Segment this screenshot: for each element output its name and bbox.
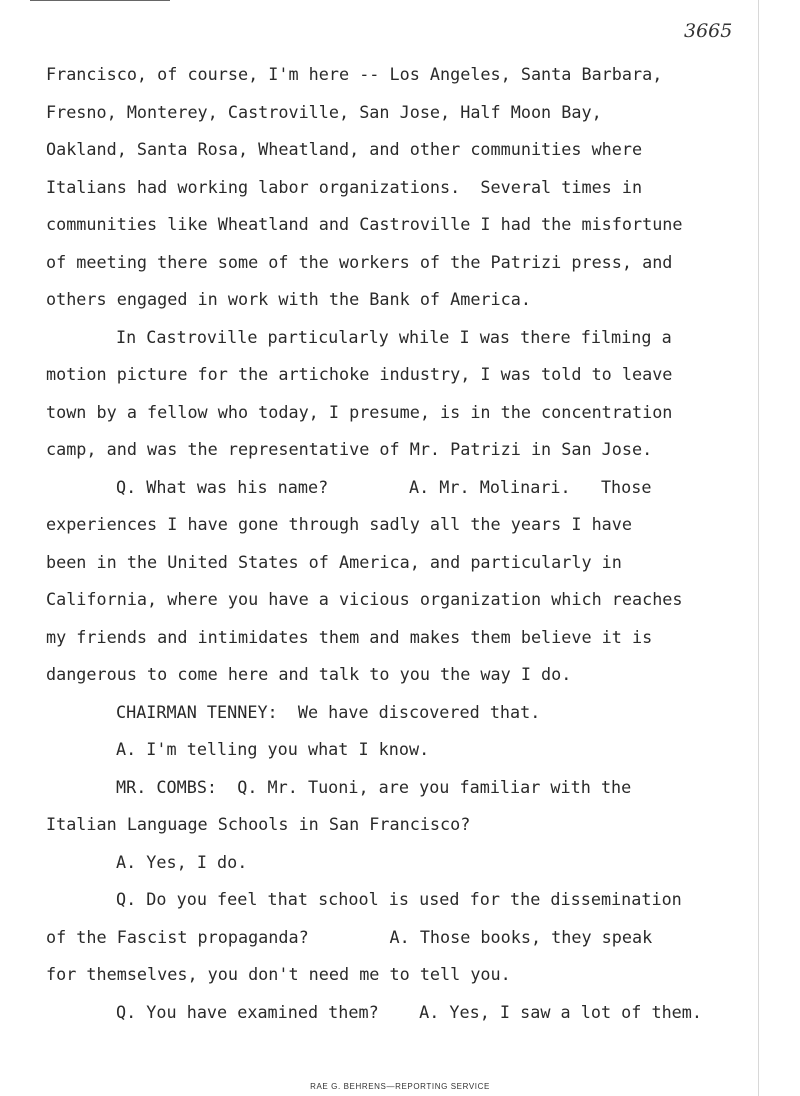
top-edge-marks xyxy=(30,0,170,5)
transcript-line: communities like Wheatland and Castroville I had the misfortune xyxy=(46,214,683,234)
transcript-line: been in the United States of America, and particularly in xyxy=(46,551,622,572)
transcript-line: dangerous to come here and talk to you the way I do. xyxy=(46,664,572,684)
transcript-line: Fresno, Monterey, Castroville, San Jose, Half Moon Bay, xyxy=(46,101,602,122)
transcript-line: camp, and was the representative of Mr. Patrizi in San Jose. xyxy=(46,439,653,459)
page-number: 3665 xyxy=(684,20,733,42)
transcript-line: A. Yes, I do. xyxy=(116,851,248,872)
transcript-body xyxy=(46,56,762,1031)
transcript-line: Q. Do you feel that school is used for the dissemination xyxy=(116,889,682,909)
transcript-line: others engaged in work with the Bank of America. xyxy=(46,289,531,309)
transcript-line: experiences I have gone through sadly all the years I have xyxy=(46,514,632,534)
transcript-line: Italians had working labor organizations. Several times in xyxy=(46,176,643,197)
transcript-line: MR. COMBS: Q. Mr. Tuoni, are you familiar with the xyxy=(116,776,632,797)
transcript-line: Q. You have examined them? A. Yes, I saw a lot of them. xyxy=(116,1001,702,1022)
transcript-line: California, where you have a vicious organization which reaches xyxy=(46,589,683,609)
transcript-line: Q. What was his name? A. Mr. Molinari. Those xyxy=(116,476,652,497)
transcript-line: Italian Language Schools in San Francisco? xyxy=(46,814,471,834)
reporting-service-footer: RAE G. BEHRENS—REPORTING SERVICE xyxy=(310,1082,490,1091)
transcript-line: CHAIRMAN TENNEY: We have discovered that. xyxy=(116,701,541,722)
transcript-line: my friends and intimidates them and makes them believe it is xyxy=(46,626,653,647)
transcript-line: Francisco, of course, I'm here -- Los Angeles, Santa Barbara, xyxy=(46,64,663,84)
transcript-line: for themselves, you don't need me to tell you. xyxy=(46,964,511,984)
transcript-line: Oakland, Santa Rosa, Wheatland, and other communities where xyxy=(46,139,643,159)
transcript-line: town by a fellow who today, I presume, is in the concentration xyxy=(46,401,673,422)
transcript-line: motion picture for the artichoke industry, I was told to leave xyxy=(46,364,673,384)
transcript-line: A. I'm telling you what I know. xyxy=(116,739,430,759)
transcript-line: In Castroville particularly while I was there filming a xyxy=(116,326,672,347)
transcript-line: of meeting there some of the workers of the Patrizi press, and xyxy=(46,251,673,272)
transcript-line: of the Fascist propaganda? A. Those books, they speak xyxy=(46,926,653,947)
